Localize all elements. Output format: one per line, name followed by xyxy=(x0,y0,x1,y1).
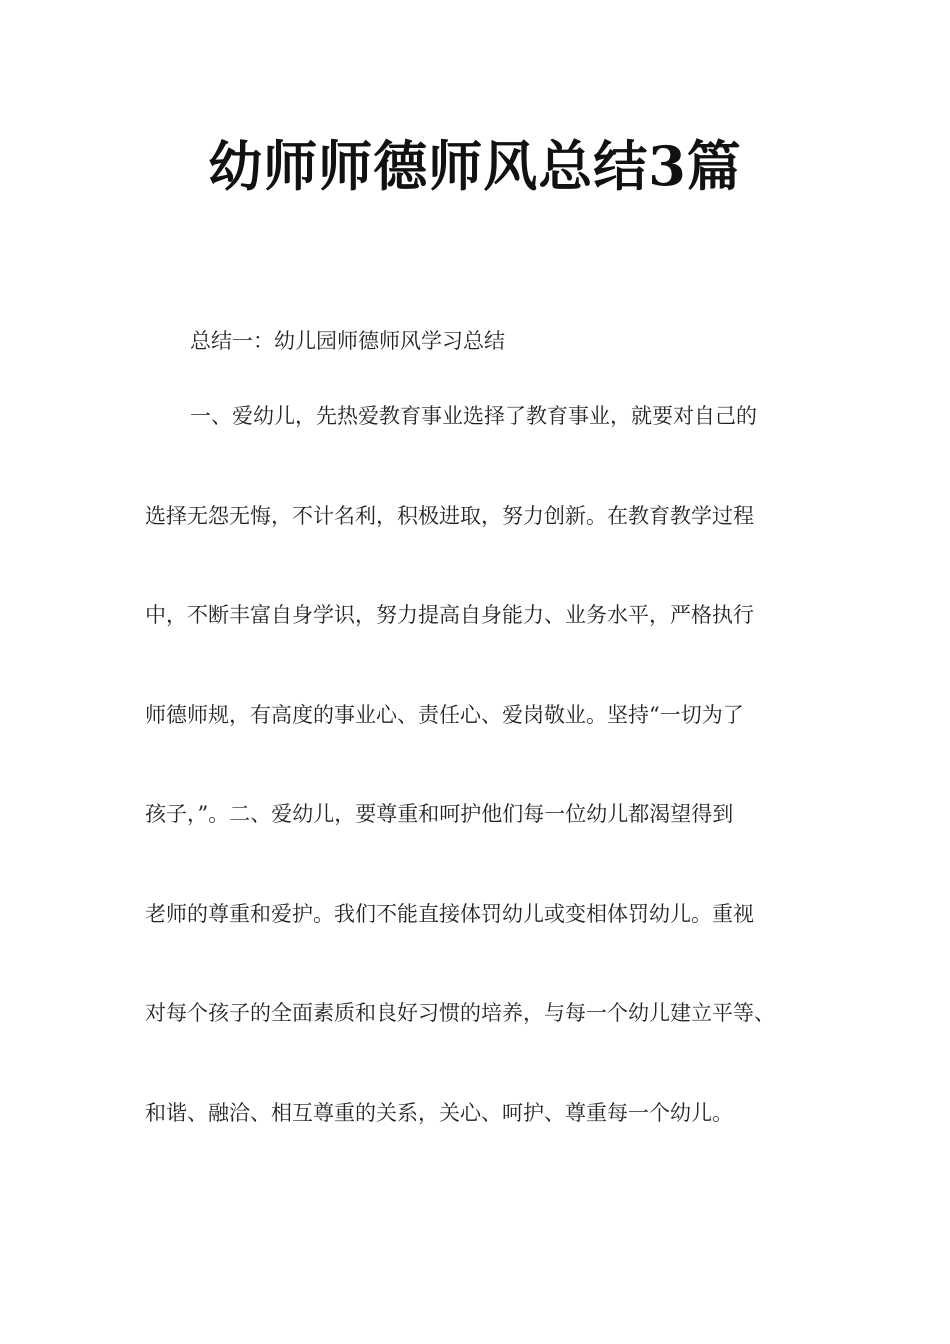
section-heading: 总结一：幼儿园师德师风学习总结 xyxy=(190,329,505,353)
body-line: 中，不断丰富自身学识，努力提高自身能力、业务水平，严格执行 xyxy=(145,603,754,627)
body-line: 选择无怨无悔，不计名利，积极进取，努力创新。在教育教学过程 xyxy=(145,504,754,528)
body-line: 对每个孩子的全面素质和良好习惯的培养，与每一个幼儿建立平等、 xyxy=(145,1001,775,1025)
body-line: 老师的尊重和爱护。我们不能直接体罚幼儿或变相体罚幼儿。重视 xyxy=(145,902,754,926)
body-line: 和谐、融洽、相互尊重的关系，关心、呵护、尊重每一个幼儿。 xyxy=(145,1101,733,1125)
body-line: 师德师规，有高度的事业心、责任心、爱岗敬业。坚持“一切为了 xyxy=(145,703,744,727)
body-line: 一、爱幼儿，先热爱教育事业选择了教育事业，就要对自己的 xyxy=(190,404,757,428)
body-line: 孩子，”。二、爱幼儿，要尊重和呵护他们每一位幼儿都渴望得到 xyxy=(145,802,734,826)
document-title: 幼师师德师风总结3篇 xyxy=(208,134,742,198)
